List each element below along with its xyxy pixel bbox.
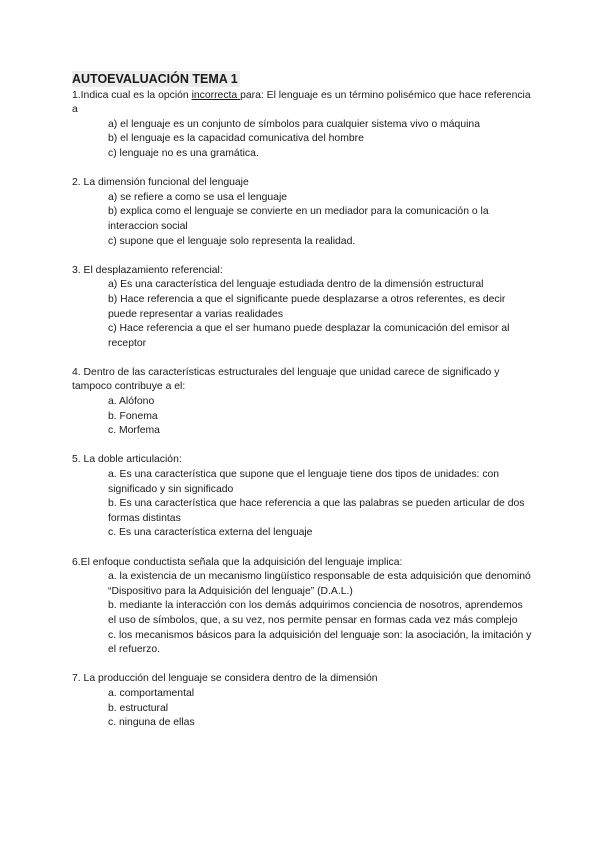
question-6-text: 6.El enfoque conductista señala que la adquisición del lenguaje implica: (72, 556, 403, 568)
question-1-option-c: c) lenguaje no es una gramática. (108, 147, 259, 159)
question-4-option-a: a. Alófono (108, 396, 155, 408)
question-5-option-c: c. Es una característica externa del lenguaje (108, 527, 313, 539)
question-3 (72, 264, 532, 352)
question-1 (72, 89, 532, 162)
question-2 (72, 176, 532, 249)
question-2-text: 2. La dimensión funcional del lenguaje (72, 177, 249, 189)
question-3-options (72, 278, 532, 351)
question-6-options (72, 570, 532, 658)
question-1-options (72, 118, 532, 162)
question-5 (72, 453, 532, 541)
question-7-option-a: a. comportamental (108, 687, 195, 699)
document-title: AUTOEVALUACIÓN TEMA 1 (72, 72, 238, 86)
question-3-option-a: a) Es una característica del lenguaje estudiada dentro de la dimensión estructural (108, 279, 484, 291)
question-7-options (72, 687, 532, 731)
question-3-text: 3. El desplazamiento referencial: (72, 264, 223, 276)
question-1-option-a: a) el lenguaje es un conjunto de símbolos para cualquier sistema vivo o máquina (108, 118, 480, 130)
question-2-option-c: c) supone que el lenguaje solo representa la realidad. (108, 235, 356, 247)
question-4-option-b: b. Fonema (108, 410, 158, 422)
question-5-text: 5. La doble articulación: (72, 454, 182, 466)
question-4-text-line-1: 4. Dentro de las características estructurales del lenguaje que unidad carece de significado y (72, 366, 500, 378)
question-7-option-c: c. ninguna de ellas (108, 717, 195, 729)
question-5-options (72, 468, 532, 541)
question-7 (72, 672, 532, 730)
question-3-option-b: b) Hace referencia a que el significante puede desplazarse a otros referentes, es decir puede representar a varias realidades (108, 293, 506, 320)
question-1-text-pre: 1.Indica cual es la opción (72, 89, 192, 101)
question-7-text: 7. La producción del lenguaje se considera dentro de la dimensión (72, 673, 378, 685)
question-4-option-c: c. Morfema (108, 425, 160, 437)
question-6-option-c: c. los mecanismos básicos para la adquisición del lenguaje son: la asociación, la imitación y el refuerzo. (108, 629, 532, 656)
question-7-option-b: b. estructural (108, 702, 169, 714)
question-4-options (72, 395, 532, 439)
question-1-text (72, 89, 532, 118)
document-page (72, 71, 532, 745)
question-6-option-b: b. mediante la interacción con los demás adquirimos conciencia de nosotros, aprendemos el uso de símbolos, que, a su vez, nos permite pensar en formas cada vez más complejo (108, 600, 523, 626)
question-2-option-b: b) explica como el lenguaje se convierte en un mediador para la comunicación o la interaccion social (108, 206, 489, 232)
question-6-option-a: a. la existencia de un mecanismo lingüístico responsable de esta adquisición que denominó “Dispositivo para la Adquisición del lenguaje” (D.A.L.) (108, 571, 531, 597)
question-1-underlined-word: incorrecta (191, 89, 241, 101)
question-1-option-b: b) el lenguaje es la capacidad comunicativa del hombre (108, 133, 364, 145)
question-5-option-b: b. Es una característica que hace referencia a que las palabras se pueden articular de dos formas distintas (108, 498, 525, 524)
question-3-option-c: c) Hace referencia a que el ser humano puede desplazar la comunicación del emisor al receptor (108, 323, 510, 349)
question-6 (72, 556, 532, 658)
question-4-text-line-2: tampoco contribuye a el: (72, 381, 186, 393)
question-4 (72, 366, 532, 439)
question-1-text-post: para: El lenguaje es un término polisémico que hace referencia a (72, 89, 531, 116)
question-2-options (72, 191, 532, 249)
question-2-option-a: a) se refiere a como se usa el lenguaje (108, 191, 288, 203)
question-5-option-a: a. Es una característica que supone que el lenguaje tiene dos tipos de unidades: con significado y sin significado (108, 469, 500, 495)
